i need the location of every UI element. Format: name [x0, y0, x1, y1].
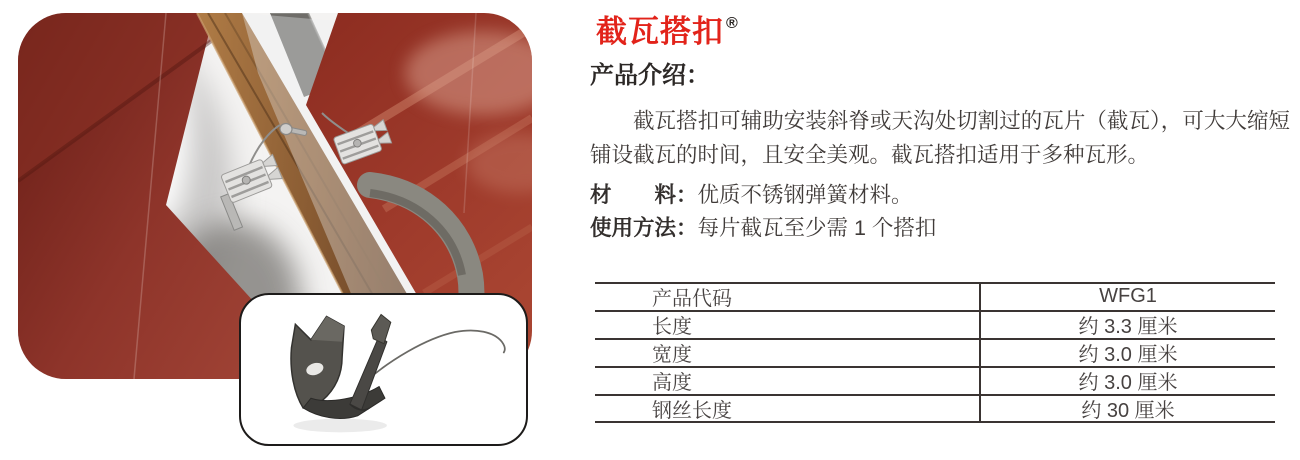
spec-label: 宽度: [595, 340, 981, 366]
spec-value: 约 30 厘米: [1081, 400, 1175, 423]
product-title-text: 截瓦搭扣: [596, 14, 724, 49]
spec-value: 约 3.0 厘米: [1078, 372, 1178, 395]
spec-label: 长度: [595, 312, 981, 338]
material-value: 优质不锈钢弹簧材料。: [697, 183, 913, 207]
usage-value: 每片截瓦至少需 1 个搭扣: [697, 216, 937, 240]
table-row: [595, 312, 1275, 340]
spec-value: 约 3.0 厘米: [1078, 344, 1178, 367]
clip-closeup-inset: [239, 293, 528, 446]
spec-label: 产品代码: [595, 284, 981, 310]
spec-table: [595, 282, 1275, 423]
spec-label: 高度: [595, 368, 981, 394]
table-row: [595, 340, 1275, 368]
clip-shadow: [293, 419, 386, 433]
table-row: [595, 368, 1275, 396]
spec-label: 钢丝长度: [595, 396, 981, 422]
tile-clip-closeup-illustration: [241, 295, 526, 444]
table-row: [595, 396, 1275, 424]
section-heading: 产品介绍：: [590, 62, 710, 89]
product-title: [596, 12, 736, 58]
spec-value: WFG1: [1099, 285, 1157, 308]
product-description: 截瓦搭扣可辅助安装斜脊或天沟处切割过的瓦片（截瓦），可大大缩短铺设截瓦的时间，且安全美观。截瓦搭扣适用于多种瓦形。: [590, 109, 1290, 167]
table-row: [595, 284, 1275, 312]
tile-clip-drawing: [291, 314, 391, 418]
spec-value: 约 3.3 厘米: [1078, 316, 1178, 339]
material-label: 材 料：: [590, 183, 698, 207]
material-line: [590, 180, 913, 210]
usage-line: [590, 213, 936, 243]
usage-label: 使用方法：: [590, 216, 698, 240]
registered-trademark: ®: [726, 15, 738, 32]
